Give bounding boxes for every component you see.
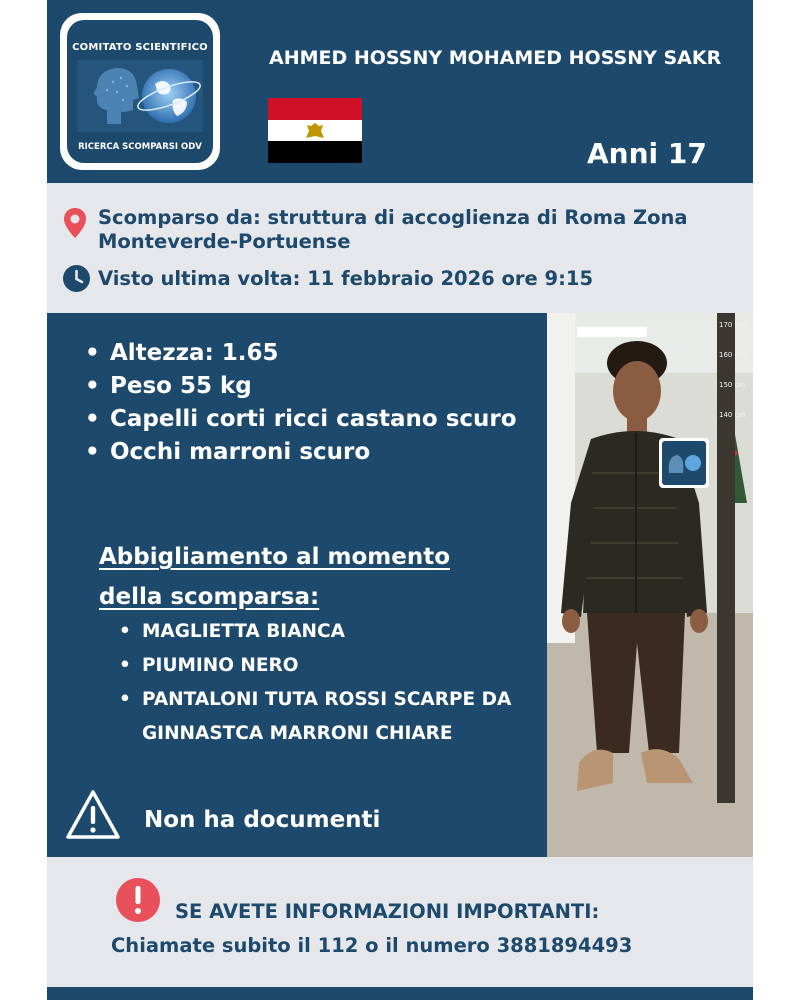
clothing-heading: Abbigliamento al momento della scomparsa:	[99, 544, 451, 610]
height-mark: 160 cm	[719, 351, 746, 359]
disappearance-info	[47, 198, 753, 302]
trait-weight: • Peso 55 kg	[110, 370, 530, 403]
logo-top-text: COMITATO SCIENTIFICO	[72, 42, 208, 53]
missing-location-text: Scomparso da: struttura di accoglienza di Roma Zona Monteverde-Portuense	[98, 206, 688, 253]
missing-person-poster	[47, 0, 753, 1000]
location-pin-icon	[64, 208, 86, 238]
trait-eyes: • Occhi marroni scuro	[110, 436, 530, 469]
photo-illustration	[547, 313, 753, 857]
contact-section	[47, 857, 753, 987]
description-panel	[47, 313, 547, 857]
person-name: AHMED HOSSNY MOHAMED HOSSNY SAKR	[269, 47, 722, 69]
person-photo	[547, 313, 753, 857]
head-and-globe-icon	[77, 60, 203, 132]
warning-icon	[65, 789, 121, 841]
egypt-flag-icon	[268, 98, 362, 163]
last-seen-text: Visto ultima volta: 11 febbraio 2026 ore 9:15	[98, 267, 594, 290]
contact-heading: SE AVETE INFORMAZIONI IMPORTANTI:	[175, 900, 600, 923]
clothing-list	[142, 615, 542, 751]
info-icon	[116, 878, 160, 922]
height-mark: 150 cm	[719, 381, 746, 389]
clothing-item: • PIUMINO NERO	[142, 649, 542, 683]
clothing-item: • PANTALONI TUTA ROSSI SCARPE DA GINNASTCA MARRONI CHIARE	[142, 683, 542, 751]
trait-height: • Altezza: 1.65	[110, 337, 530, 370]
clothing-item: • MAGLIETTA BIANCA	[142, 615, 542, 649]
height-mark: 170 cm	[719, 321, 746, 329]
logo-bottom-text: RICERCA SCOMPARSI ODV	[78, 142, 202, 152]
contact-phone-text: Chiamate subito il 112 o il numero 3881894493	[111, 934, 633, 957]
clock-icon	[63, 265, 90, 292]
bottom-bar	[47, 987, 753, 1000]
physical-traits-list	[110, 337, 530, 469]
logo-badge	[67, 20, 213, 163]
height-mark: 140 cm	[719, 411, 746, 419]
documents-status: Non ha documenti	[144, 807, 381, 833]
poster-header	[47, 0, 753, 183]
trait-hair: • Capelli corti ricci castano scuro	[110, 403, 530, 436]
organization-logo	[60, 13, 220, 170]
person-age: Anni 17	[587, 137, 707, 170]
